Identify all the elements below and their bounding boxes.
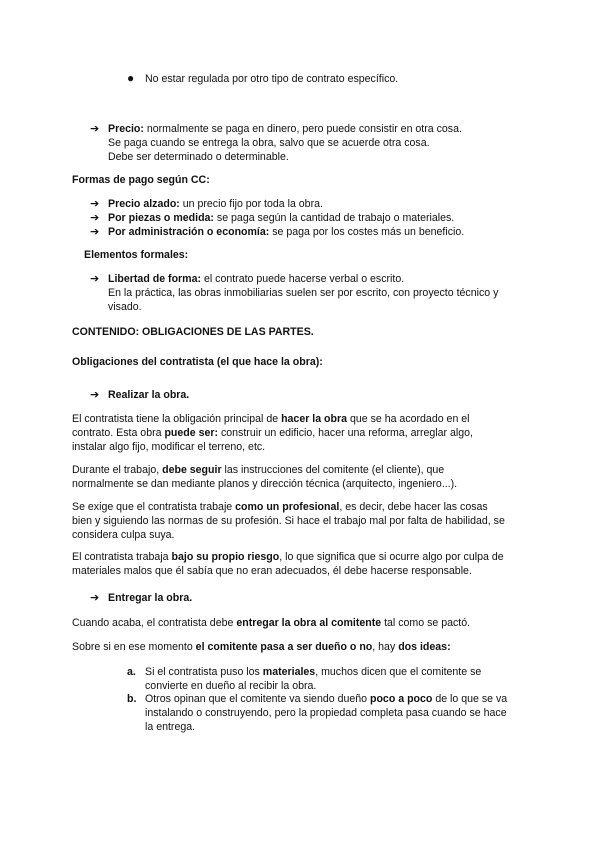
right-arrow-icon: ➔ bbox=[90, 272, 100, 285]
formas-heading: Formas de pago según CC: bbox=[72, 174, 210, 186]
right-arrow-icon: ➔ bbox=[90, 211, 100, 224]
precio-line2: Se paga cuando se entrega la obra, salvo que se acuerde otra cosa. bbox=[108, 137, 430, 149]
forma-item bbox=[108, 211, 528, 225]
libertad-item bbox=[108, 272, 528, 314]
idea-item: Otros opinan que el comitente va siendo dueño poco a poco de lo que se va instalando o construyendo, pero la propiedad completa pasa cuando se hace la entrega. bbox=[145, 693, 508, 733]
paragraph-hacer-obra: El contratista tiene la obligación principal de hacer la obra que se ha acordado en el contrato. Esta obra puede ser: construir un edificio, hacer una reforma, arreglar algo, instalar algo fijo, modificar el terreno, etc. bbox=[72, 413, 473, 453]
entregar-heading: Entregar la obra. bbox=[108, 592, 193, 604]
list-marker: a. bbox=[127, 666, 136, 678]
top-bullet-text: No estar regulada por otro tipo de contrato específico. bbox=[145, 73, 399, 85]
forma-item bbox=[108, 225, 528, 239]
forma-text: se paga según la cantidad de trabajo o materiales. bbox=[213, 212, 455, 224]
paragraph-debe-seguir: Durante el trabajo, debe seguir las instrucciones del comitente (el cliente), que normalmente se dan mediante planos y dirección técnica (arquitecto, ingeniero...). bbox=[72, 464, 458, 490]
forma-label: Por piezas o medida: bbox=[108, 212, 214, 224]
idea-item: Si el contratista puso los materiales, muchos dicen que el comitente se convierte en dueño al recibir la obra. bbox=[145, 666, 482, 692]
paragraph-dos-ideas: Sobre si en ese momento el comitente pasa a ser dueño o no, hay dos ideas: bbox=[72, 641, 451, 653]
paragraph-riesgo: El contratista trabaja bajo su propio riesgo, lo que significa que si ocurre algo por culpa de materiales malos que él sabía que no eran adecuados, él debe hacerse responsable. bbox=[72, 551, 504, 577]
paragraph-profesional: Se exige que el contratista trabaje como un profesional, es decir, debe hacer las cosas bien y siguiendo las normas de su profesión. Si hace el trabajo mal por falta de habilidad, se considera culpa suya. bbox=[72, 501, 505, 541]
right-arrow-icon: ➔ bbox=[90, 388, 100, 401]
precio-line1: normalmente se paga en dinero, pero puede consistir en otra cosa. bbox=[143, 123, 462, 135]
obligaciones-heading: Obligaciones del contratista (el que hace la obra): bbox=[72, 356, 323, 368]
precio-item bbox=[108, 122, 528, 164]
elementos-heading: Elementos formales: bbox=[84, 249, 189, 261]
libertad-line3: visado. bbox=[108, 301, 142, 313]
forma-text: un precio fijo por toda la obra. bbox=[179, 198, 323, 210]
right-arrow-icon: ➔ bbox=[90, 225, 100, 238]
precio-label: Precio: bbox=[108, 123, 144, 135]
right-arrow-icon: ➔ bbox=[90, 591, 100, 604]
paragraph-entregar: Cuando acaba, el contratista debe entregar la obra al comitente tal como se pactó. bbox=[72, 617, 471, 629]
forma-label: Por administración o economía: bbox=[108, 226, 270, 238]
right-arrow-icon: ➔ bbox=[90, 122, 100, 135]
right-arrow-icon: ➔ bbox=[90, 197, 100, 210]
libertad-label: Libertad de forma: bbox=[108, 273, 202, 285]
forma-text: se paga por los costes más un beneficio. bbox=[269, 226, 465, 238]
libertad-line2: En la práctica, las obras inmobiliarias suelen ser por escrito, con proyecto técnico y bbox=[108, 287, 499, 299]
realizar-heading: Realizar la obra. bbox=[108, 389, 190, 401]
contenido-heading: CONTENIDO: OBLIGACIONES DE LAS PARTES. bbox=[72, 326, 314, 338]
bullet-dot-icon: ● bbox=[127, 71, 135, 85]
precio-line3: Debe ser determinado o determinable. bbox=[108, 151, 289, 163]
forma-label: Precio alzado: bbox=[108, 198, 180, 210]
forma-item bbox=[108, 197, 528, 211]
libertad-line1: el contrato puede hacerse verbal o escrito. bbox=[201, 273, 405, 285]
list-marker: b. bbox=[127, 693, 137, 705]
